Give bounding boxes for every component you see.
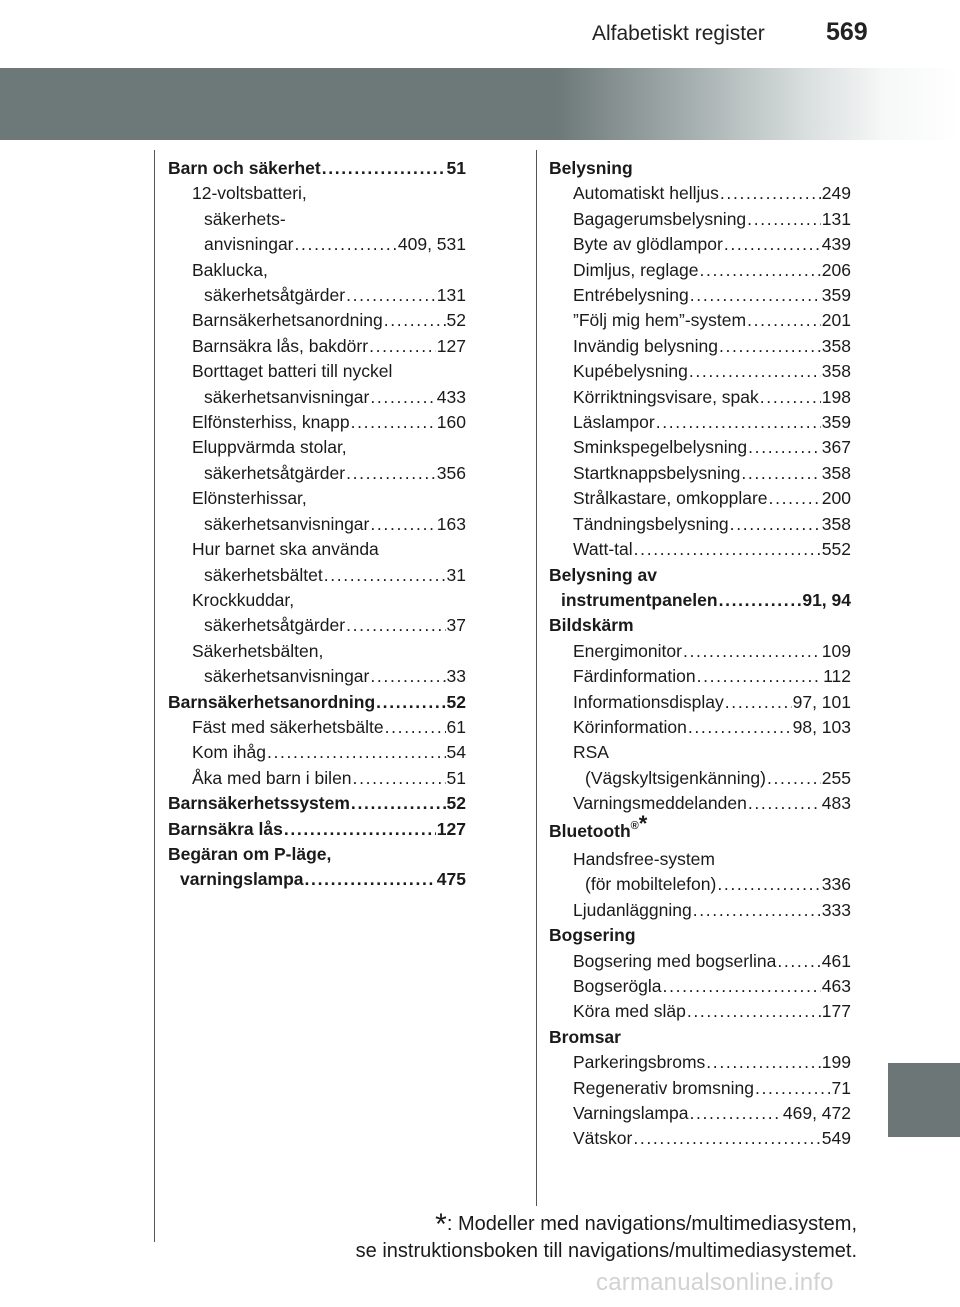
leader-dots [693, 898, 821, 923]
page-reference: 552 [821, 539, 851, 560]
page-reference: 98, 103 [792, 716, 851, 737]
page-reference: 112 [823, 666, 851, 687]
leader-dots [284, 817, 436, 842]
entry-text: Varningsmeddelanden [573, 793, 747, 814]
leader-dots [324, 563, 446, 588]
page-reference: 97, 101 [792, 691, 851, 712]
index-heading [168, 817, 466, 842]
entry-text: Begäran om P-läge, [168, 843, 332, 864]
page-reference: 367 [821, 437, 851, 458]
registered-mark: ® [630, 819, 639, 832]
index-entry [549, 791, 851, 816]
page-reference: 483 [821, 793, 851, 814]
leader-dots [767, 766, 821, 791]
page-reference: 201 [821, 310, 851, 331]
index-entry [549, 974, 851, 999]
leader-dots [295, 232, 397, 257]
footnote-continued [300, 1236, 857, 1266]
entry-text: säkerhetsåtgärder [204, 462, 346, 483]
entry-text: Ljudanläggning [573, 899, 692, 920]
index-entry [168, 359, 466, 384]
page-reference: 549 [821, 1128, 851, 1149]
page-reference: 475 [436, 869, 466, 890]
leader-dots [353, 766, 446, 791]
entry-text: varningslampa [180, 869, 304, 890]
index-entry [549, 283, 851, 308]
index-entry [549, 690, 851, 715]
footnote-star: * [435, 1208, 447, 1241]
page-reference: 358 [821, 335, 851, 356]
page-reference: 359 [821, 285, 851, 306]
entry-text: Elönsterhissar, [192, 488, 307, 509]
leader-dots [305, 867, 436, 892]
entry-text: Färdinformation [573, 666, 696, 687]
index-heading [549, 1025, 851, 1050]
index-entry [168, 258, 466, 283]
leader-dots [370, 664, 445, 689]
leader-dots [688, 715, 792, 740]
entry-text: säkerhetsanvisningar [204, 513, 370, 534]
left-column-divider [154, 150, 155, 1242]
page-reference: 206 [821, 259, 851, 280]
entry-text: Barnsäkra lås [168, 818, 283, 839]
page-reference: 31 [446, 564, 466, 585]
entry-text: Åka med barn i bilen [192, 767, 352, 788]
entry-text: säkerhetsåtgärder [204, 285, 346, 306]
index-entry [549, 999, 851, 1024]
page-reference: 433 [436, 386, 466, 407]
leader-dots [634, 537, 821, 562]
leader-dots [267, 740, 446, 765]
index-entry [549, 359, 851, 384]
index-heading [549, 923, 851, 948]
index-entry [549, 898, 851, 923]
leader-dots [690, 283, 821, 308]
index-entry [549, 512, 851, 537]
page-reference: 109 [821, 640, 851, 661]
index-entry [549, 715, 851, 740]
index-entry [549, 664, 851, 689]
page-reference: 54 [446, 742, 466, 763]
index-entry [168, 512, 466, 537]
entry-text: Barnsäkerhetssystem [168, 793, 350, 814]
index-heading [549, 588, 851, 613]
index-entry [168, 715, 466, 740]
page-reference: 336 [821, 874, 851, 895]
entry-text: Kom ihåg [192, 742, 266, 763]
index-entry [549, 949, 851, 974]
index-entry [549, 766, 851, 791]
index-entry [168, 461, 466, 486]
footnote-line-2: se instruktionsboken till navigations/multimediasystemet. [355, 1240, 857, 1262]
index-column-left [168, 156, 466, 893]
index-entry [168, 563, 466, 588]
index-entry [549, 334, 851, 359]
index-entry [168, 613, 466, 638]
leader-dots [322, 156, 446, 181]
index-entry [168, 664, 466, 689]
entry-text: Bromsar [549, 1026, 621, 1047]
index-entry [549, 1076, 851, 1101]
index-entry [549, 1126, 851, 1151]
page-reference: 199 [821, 1052, 851, 1073]
entry-text: Barnsäkerhetsanordning [168, 691, 376, 712]
page-reference: 333 [821, 899, 851, 920]
entry-text: Kupébelysning [573, 361, 688, 382]
index-entry [549, 1050, 851, 1075]
page-reference: 52 [446, 691, 466, 712]
leader-dots [683, 639, 821, 664]
entry-text: 12-voltsbatteri, [192, 183, 307, 204]
page-reference: 359 [821, 412, 851, 433]
leader-dots [346, 461, 436, 486]
index-entry [168, 639, 466, 664]
header-band [0, 68, 960, 140]
entry-text: Köra med släp [573, 1001, 686, 1022]
leader-dots [748, 791, 821, 816]
index-entry [168, 410, 466, 435]
index-entry [549, 181, 851, 206]
index-entry [549, 308, 851, 333]
page-reference: 356 [436, 462, 466, 483]
index-entry [168, 740, 466, 765]
footnote-line-1: : Modeller med navigations/multimediasystem, [446, 1213, 857, 1235]
footnote-marker: * [638, 810, 648, 836]
entry-text: Byte av glödlampor [573, 234, 723, 255]
entry-text: Belysning av [549, 564, 657, 585]
index-column-right [549, 156, 851, 1152]
entry-text: (för mobiltelefon) [585, 874, 717, 895]
leader-dots [689, 1101, 781, 1126]
entry-text: Fäst med säkerhetsbälte [192, 716, 384, 737]
page-reference: 127 [436, 818, 466, 839]
entry-text: Bagagerumsbelysning [573, 208, 747, 229]
index-entry [168, 766, 466, 791]
index-entry [168, 334, 466, 359]
entry-text: Körriktningsvisare, spak [573, 386, 759, 407]
footnote [300, 1206, 857, 1239]
index-entry [549, 486, 851, 511]
index-heading [549, 156, 851, 181]
entry-text: Strålkastare, omkopplare [573, 488, 768, 509]
page-reference: 198 [821, 386, 851, 407]
entry-text: Sminkspegelbelysning [573, 437, 748, 458]
entry-text: Läslampor [573, 412, 655, 433]
leader-dots [769, 486, 821, 511]
leader-dots [351, 791, 446, 816]
index-heading [168, 867, 466, 892]
page-reference: 255 [821, 767, 851, 788]
page-reference: 52 [446, 793, 466, 814]
index-entry [549, 435, 851, 460]
entry-text: säkerhetsåtgärder [204, 615, 346, 636]
index-entry [549, 847, 851, 872]
entry-text: Barn och säkerhet [168, 158, 321, 178]
entry-text: (Vägskyltsigenkänning) [585, 767, 766, 788]
index-entry [168, 537, 466, 562]
index-heading [168, 842, 466, 867]
index-heading [549, 563, 851, 588]
entry-text: Säkerhetsbälten, [192, 640, 324, 661]
entry-text: Borttaget batteri till nyckel [192, 361, 393, 382]
leader-dots [346, 613, 445, 638]
entry-text: Krockkuddar, [192, 589, 295, 610]
index-entry [549, 537, 851, 562]
section-title: Alfabetiskt register [592, 22, 765, 45]
index-heading [168, 690, 466, 715]
leader-dots [747, 308, 821, 333]
page-reference: 249 [821, 183, 851, 204]
page-reference: 51 [446, 158, 466, 178]
entry-text: Handsfree-system [573, 848, 715, 869]
leader-dots [370, 385, 435, 410]
leader-dots [748, 435, 821, 460]
entry-text: ”Följ mig hem”-system [573, 310, 747, 331]
leader-dots [687, 999, 821, 1024]
index-entry [549, 872, 851, 897]
leader-dots [351, 410, 436, 435]
page-reference: 358 [821, 361, 851, 382]
entry-text: Watt-tal [573, 539, 633, 560]
index-entry [168, 385, 466, 410]
page-reference: 160 [436, 412, 466, 433]
leader-dots [346, 283, 436, 308]
entry-text: Parkeringsbroms [573, 1052, 706, 1073]
index-entry [549, 232, 851, 257]
entry-text: Informationsdisplay [573, 691, 724, 712]
leader-dots [699, 258, 820, 283]
index-entry [168, 588, 466, 613]
entry-text: säkerhetsbältet [204, 564, 323, 585]
leader-dots [741, 461, 820, 486]
entry-text: säkerhetsanvisningar [204, 386, 370, 407]
center-column-divider [536, 150, 537, 1206]
entry-text: Bogserögla [573, 976, 662, 996]
page-reference: 91, 94 [802, 589, 851, 610]
entry-text: Vätskor [573, 1128, 633, 1149]
leader-dots [755, 1076, 831, 1101]
chapter-tab [888, 1063, 960, 1137]
entry-text: Eluppvärmda stolar, [192, 437, 347, 458]
entry-text: säkerhets- [204, 208, 286, 229]
entry-text: säkerhetsanvisningar [204, 666, 370, 687]
index-entry [168, 181, 466, 206]
page-reference: 409, 531 [397, 234, 466, 255]
index-entry [549, 385, 851, 410]
leader-dots [706, 1050, 821, 1075]
entry-text: Bogsering [549, 925, 636, 946]
entry-text: Baklucka, [192, 259, 268, 280]
page-reference: 463 [821, 976, 851, 996]
index-entry [168, 486, 466, 511]
page-reference: 61 [446, 716, 466, 737]
index-entry [168, 207, 466, 232]
index-entry [549, 410, 851, 435]
page-reference: 71 [831, 1077, 851, 1098]
entry-text: Körinformation [573, 716, 687, 737]
page-reference: 461 [821, 950, 851, 971]
page-reference: 469, 472 [782, 1103, 851, 1124]
index-entry [549, 258, 851, 283]
leader-dots [724, 232, 821, 257]
index-heading [549, 810, 851, 847]
leader-dots [656, 410, 821, 435]
entry-text: Bildskärm [549, 615, 634, 636]
watermark: carmanualsonline.info [596, 1269, 834, 1296]
entry-text: Entrébelysning [573, 285, 689, 306]
index-entry [549, 639, 851, 664]
entry-text: Tändningsbelysning [573, 513, 729, 534]
entry-text: Bluetooth [549, 820, 631, 841]
index-entry [549, 1101, 851, 1126]
index-heading [168, 156, 466, 181]
leader-dots [717, 872, 820, 897]
leader-dots [777, 949, 820, 974]
leader-dots [633, 1126, 820, 1151]
index-entry [168, 283, 466, 308]
page-reference: 131 [821, 208, 851, 229]
entry-text: Hur barnet ska använda [192, 539, 379, 560]
leader-dots [760, 385, 821, 410]
entry-text: RSA [573, 742, 609, 763]
entry-text: Invändig belysning [573, 335, 718, 356]
entry-text: Barnsäkra lås, bakdörr [192, 335, 369, 356]
entry-text: Varningslampa [573, 1103, 689, 1124]
entry-text: Belysning [549, 158, 633, 178]
page-reference: 33 [446, 666, 466, 687]
page-reference: 37 [446, 615, 466, 636]
entry-text: Regenerativ bromsning [573, 1077, 754, 1098]
entry-text: Energimonitor [573, 640, 682, 661]
index-heading [549, 613, 851, 638]
page-reference: 200 [821, 488, 851, 509]
leader-dots [369, 334, 436, 359]
index-entry [549, 207, 851, 232]
page-reference: 52 [446, 310, 466, 331]
index-entry [549, 740, 851, 765]
page-number: 569 [826, 18, 868, 46]
leader-dots [719, 588, 802, 613]
index-entry [549, 461, 851, 486]
leader-dots [689, 359, 821, 384]
entry-text: Dimljus, reglage [573, 259, 699, 280]
entry-text: Barnsäkerhetsanordning [192, 310, 383, 331]
page-reference: 131 [436, 285, 466, 306]
page-reference: 358 [821, 462, 851, 483]
page-reference: 177 [821, 1001, 851, 1022]
entry-text: Bogsering med bogserlina [573, 950, 777, 971]
leader-dots [385, 715, 446, 740]
page-reference: 51 [446, 767, 466, 788]
entry-text: Startknappsbelysning [573, 462, 741, 483]
entry-text: anvisningar [204, 234, 294, 255]
page-reference: 439 [821, 234, 851, 255]
leader-dots [720, 181, 821, 206]
entry-text: Elfönsterhiss, knapp [192, 412, 350, 433]
leader-dots [747, 207, 821, 232]
index-entry [168, 232, 466, 257]
leader-dots [725, 690, 792, 715]
page-reference: 163 [436, 513, 466, 534]
index-entry [168, 435, 466, 460]
index-heading [168, 791, 466, 816]
leader-dots [697, 664, 823, 689]
page-reference: 127 [436, 335, 466, 356]
leader-dots [384, 308, 446, 333]
entry-text: Automatiskt helljus [573, 183, 719, 204]
leader-dots [663, 974, 821, 999]
leader-dots [376, 690, 445, 715]
leader-dots [719, 334, 821, 359]
page-reference: 358 [821, 513, 851, 534]
leader-dots [730, 512, 821, 537]
index-entry [168, 308, 466, 333]
leader-dots [370, 512, 435, 537]
entry-text: instrumentpanelen [561, 589, 718, 610]
